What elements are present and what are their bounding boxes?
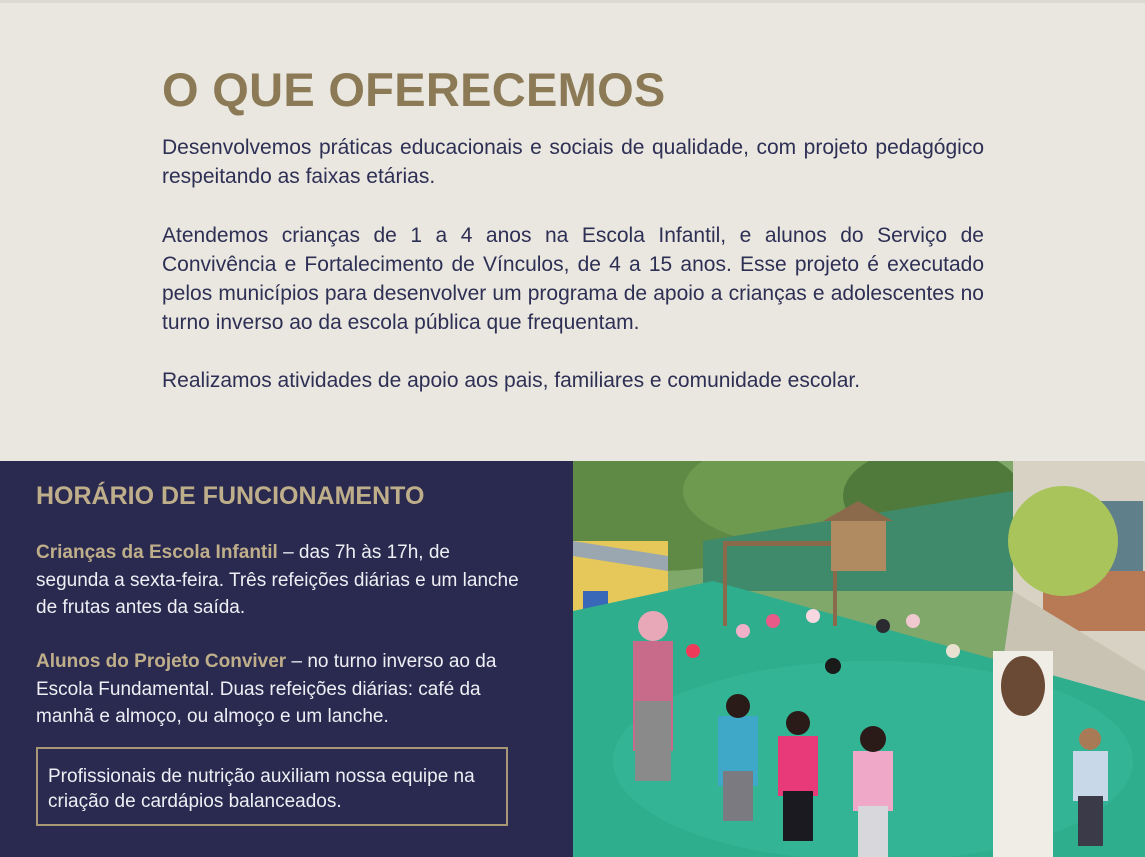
nutrition-note-box (36, 747, 508, 826)
top-divider (0, 0, 1145, 3)
hours-item-infantil (36, 539, 526, 622)
offer-title: O QUE OFERECEMOS (162, 63, 666, 116)
nutrition-note: Profissionais de nutrição auxiliam nossa equipe na criação de cardápios balanceados. (48, 766, 475, 812)
hours-item-conviver-text: – no turno inverso ao da Escola Fundamental. Duas refeições diárias: café da manhã e almoço, ou almoço e um lanche. (36, 651, 497, 727)
offer-paragraph-3: Realizamos atividades de apoio aos pais, familiares e comunidade escolar. (162, 369, 861, 392)
playground-photo (573, 461, 1145, 857)
hours-panel (0, 461, 573, 857)
hours-item-conviver (36, 648, 526, 731)
playground-photo-illustration (573, 461, 1145, 857)
hours-item-infantil-text: – das 7h às 17h, de segunda a sexta-feira. Três refeições diárias e um lanche de frutas antes da saída. (36, 542, 519, 618)
hours-item-infantil-label: Crianças da Escola Infantil (36, 542, 278, 563)
hours-title: HORÁRIO DE FUNCIONAMENTO (36, 482, 425, 510)
hours-item-conviver-label: Alunos do Projeto Conviver (36, 651, 287, 672)
offer-paragraph-2: Atendemos crianças de 1 a 4 anos na Escola Infantil, e alunos do Serviço de Convivência e Fortalecimento de Vínculos, de 4 a 15 anos. Esse projeto é executado pelos municípios para desenvolver um programa de apoio a crianças e adolescentes no turno inverso ao da escola pública que frequentam. (162, 224, 984, 334)
offer-paragraph-1: Desenvolvemos práticas educacionais e sociais de qualidade, com projeto pedagógico respeitando as faixas etárias. (162, 136, 984, 188)
